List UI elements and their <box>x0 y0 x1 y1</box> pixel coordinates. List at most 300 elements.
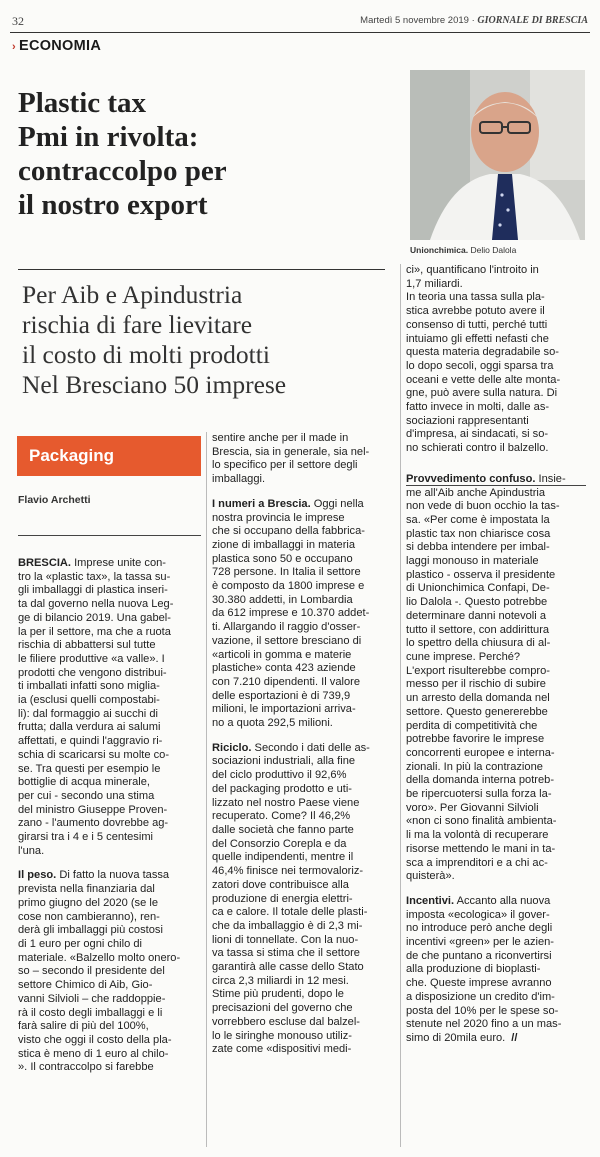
article-line <box>18 680 203 694</box>
article-line <box>406 624 591 638</box>
article-line <box>406 569 591 583</box>
line-text: ci», quantificano l'introito in <box>406 264 539 276</box>
line-text: L'export risulterebbe compro- <box>406 664 550 677</box>
article-line <box>406 963 591 977</box>
line-text: consenso di tutti, perché tutti <box>406 318 548 331</box>
article-line <box>212 594 397 608</box>
article-line <box>18 804 203 818</box>
paragraph-gap <box>18 858 203 869</box>
article-line <box>18 749 203 763</box>
article-line <box>212 934 397 948</box>
line-text: plastiche» conta 423 aziende <box>212 662 356 675</box>
line-text: concorrenti europee e interna- <box>406 746 555 759</box>
line-text: con 7.210 dipendenti. Il valore <box>212 675 361 688</box>
line-text: visto che oggi il costo della pla- <box>18 1033 172 1046</box>
article-line <box>212 920 397 934</box>
article-line <box>212 553 397 567</box>
line-text: d'impresa, ai sindacati, si so- <box>406 428 549 441</box>
article-line <box>406 500 591 514</box>
article-line <box>212 755 397 769</box>
newspaper-name: GIORNALE DI BRESCIA <box>477 15 588 26</box>
article-line <box>406 692 591 706</box>
article-paragraph <box>406 291 591 455</box>
line-text: Accanto alla nuova <box>454 894 551 907</box>
article-line <box>406 747 591 761</box>
line-text: zate come «dispositivi medi- <box>212 1043 352 1056</box>
article-line <box>18 708 203 722</box>
line-text: stica è meno di 1 euro al chilo- <box>18 1047 169 1060</box>
line-text: gne, può avere sulla natura. Di <box>406 387 558 400</box>
article-line <box>406 991 591 1005</box>
line-text: Oggi nella <box>310 497 364 510</box>
line-text: «articoli in gomma e materie <box>212 648 352 661</box>
line-text: Di fatto la nuova tassa <box>56 869 170 882</box>
line-text: prevista nella finanziaria dal <box>18 883 155 896</box>
line-text: be ripercuotersi sulla forza la- <box>406 788 552 801</box>
line-text: cune imprese. Perché? <box>406 650 521 663</box>
line-text: Insie- <box>535 472 566 485</box>
article-line <box>212 975 397 989</box>
article-line <box>18 897 203 911</box>
article-line <box>406 870 591 884</box>
line-text: lo dopo secoli, oggi sparsa tra <box>406 359 554 372</box>
line-text: lizzato nel nostro Paese viene <box>212 796 360 809</box>
paragraph-lead: BRESCIA. <box>18 557 72 569</box>
caption-name: Delio Dalola <box>470 245 517 255</box>
article-line <box>212 851 397 865</box>
line-text: 46,4% finisce nei termovaloriz- <box>212 865 364 878</box>
line-text: vanni Silvioli – che raddoppie- <box>18 992 166 1005</box>
line-text: so – secondo il presidente del <box>18 965 165 978</box>
line-text: perdita di competitività che <box>406 719 538 732</box>
line-text: produzione di energia elettri- <box>212 892 353 905</box>
line-text: lo le siringhe monouso utiliz- <box>212 1029 352 1042</box>
line-text: Secondo i dati delle as- <box>251 741 370 754</box>
article-line <box>18 735 203 749</box>
line-text: sociazioni industriali, alla fine <box>212 755 356 768</box>
line-text: no schierati contro il balzello. <box>406 442 549 455</box>
article-line <box>212 1016 397 1030</box>
line-text: milioni, le importazioni arriva- <box>212 703 356 716</box>
line-text: primo giugno del 2020 (se le <box>18 896 158 909</box>
article-line <box>212 838 397 852</box>
line-text: derà gli imballaggi più costosi <box>18 924 163 937</box>
paragraph-gap <box>212 731 397 742</box>
end-mark: // <box>511 1031 518 1044</box>
line-text: stica avrebbe potuto avere il <box>406 305 545 318</box>
article-line <box>212 769 397 783</box>
line-text: girarsi tra i 4 e i 5 centesimi <box>18 831 154 844</box>
article-paragraph <box>406 264 591 291</box>
line-text: 1,7 miliardi. <box>406 277 463 290</box>
article-line <box>406 541 591 555</box>
paragraph-lead: Incentivi. <box>406 894 455 907</box>
article-line <box>406 950 591 964</box>
article-line <box>406 291 591 305</box>
line-text: farà salire di più del 100%, <box>18 1020 149 1033</box>
article-line <box>18 979 203 993</box>
line-text: l'una. <box>18 844 45 857</box>
subheadline-line: il costo di molti prodotti <box>22 340 270 369</box>
article-line <box>18 790 203 804</box>
article-line <box>406 706 591 720</box>
article-paragraph <box>406 473 591 884</box>
article-line <box>406 761 591 775</box>
portrait-photo <box>410 70 585 240</box>
byline-rule <box>18 535 201 536</box>
line-text: materiale. «Balzello molto onero- <box>18 951 181 964</box>
line-text: plastic tax non chiarisce cosa <box>406 527 551 540</box>
line-text: se. Tra questi per esempio le <box>18 762 161 775</box>
line-text: sca a imprenditori e a chi ac- <box>406 856 548 869</box>
article-line <box>18 721 203 735</box>
article-line <box>406 319 591 333</box>
article-line <box>212 690 397 704</box>
article-column-2 <box>212 432 397 1057</box>
line-text: simo di 20mila euro. <box>406 1031 506 1044</box>
article-line <box>406 637 591 651</box>
line-text: laggi monouso in materiale <box>406 555 539 568</box>
article-paragraph <box>18 869 203 1075</box>
article-line <box>406 428 591 442</box>
article-line <box>212 539 397 553</box>
line-text: garantirà alle casse dello Stato <box>212 961 364 974</box>
line-text: che da imballaggio è di 2,3 mi- <box>212 919 363 932</box>
line-text: rà il costo degli imballaggi e li <box>18 1006 163 1019</box>
line-text: sociazioni rappresentanti <box>406 414 529 427</box>
line-text: settore. Questo genererebbe <box>406 705 548 718</box>
article-line <box>212 879 397 893</box>
article-line <box>212 1043 397 1057</box>
line-text: Stime più prudenti, dopo le <box>212 988 344 1001</box>
article-line <box>212 649 397 663</box>
article-line <box>406 401 591 415</box>
article-line <box>18 911 203 925</box>
article-line <box>406 802 591 816</box>
article-line <box>18 993 203 1007</box>
paragraph-lead: I numeri a Brescia. <box>212 497 311 510</box>
paragraph-gap <box>406 456 591 467</box>
article-line <box>406 895 591 909</box>
article-line <box>212 783 397 797</box>
article-line <box>212 498 397 512</box>
line-text: 728 persone. In Italia il settore <box>212 566 361 579</box>
line-text: zionali. In più la contrazione <box>406 760 543 773</box>
line-text: della domanda interna potreb- <box>406 774 555 787</box>
article-line <box>18 883 203 897</box>
portrait-illustration <box>410 70 585 240</box>
article-line <box>212 717 397 731</box>
article-line <box>406 1018 591 1032</box>
line-text: no a quota 292,5 milioni. <box>212 717 333 730</box>
article-line <box>406 815 591 829</box>
line-text: è composto da 1800 imprese e <box>212 580 365 593</box>
line-text: la per il settore, ma che a ruota <box>18 625 171 638</box>
article-line <box>212 662 397 676</box>
article-line <box>406 473 591 487</box>
line-text: per cui - secondo una stima <box>18 789 155 802</box>
line-text: gli imballaggi di plastica inseri- <box>18 584 168 597</box>
article-line <box>18 869 203 883</box>
article-line <box>18 694 203 708</box>
article-line <box>18 571 203 585</box>
headline-rule <box>18 269 385 270</box>
line-text: sa. «Per come è impostata la <box>406 513 550 526</box>
article-line <box>212 446 397 460</box>
issue-date: Martedì 5 novembre 2019 <box>360 15 469 26</box>
line-text: del ciclo produttivo il 92,6% <box>212 769 347 782</box>
paragraph-lead: Provvedimento confuso. <box>406 472 536 485</box>
article-column-3 <box>406 264 591 1046</box>
article-line <box>406 857 591 871</box>
line-text: Brescia, sia in generale, sia nel- <box>212 445 370 458</box>
article-line <box>212 947 397 961</box>
article-line <box>212 566 397 580</box>
line-text: lioni di tonnellate. Con la nuo- <box>212 933 359 946</box>
article-line <box>18 653 203 667</box>
article-line <box>406 415 591 429</box>
headline-line: contraccolpo per <box>18 155 227 187</box>
line-text: stenute nel 2020 fino a un mas- <box>406 1018 562 1031</box>
subheadline <box>22 280 394 400</box>
article-line <box>406 264 591 278</box>
article-line <box>406 651 591 665</box>
header-date: Martedì 5 novembre 2019 · GIORNALE DI BRESCIA <box>360 15 588 26</box>
line-text: del packaging prodotto e uti- <box>212 782 352 795</box>
article-line <box>406 1005 591 1019</box>
line-text: ti imballati infatti sono miglia- <box>18 680 160 693</box>
article-line <box>406 374 591 388</box>
paragraph-gap <box>212 487 397 498</box>
article-line <box>406 936 591 950</box>
article-line <box>18 612 203 626</box>
article-line <box>406 305 591 319</box>
line-text: me all'Aib anche Apindustria <box>406 486 546 499</box>
line-text: del Consorzio Corepla e da <box>212 837 347 850</box>
line-text: dalle società che fanno parte <box>212 823 354 836</box>
article-line <box>406 720 591 734</box>
line-text: plastica sono 50 e occupano <box>212 552 353 565</box>
line-text: tutto il settore, con addirittura <box>406 623 550 636</box>
article-line <box>406 387 591 401</box>
article-line <box>212 473 397 487</box>
line-text: ta dal governo nella nuova Leg- <box>18 598 174 611</box>
article-line <box>212 810 397 824</box>
article-line <box>406 733 591 747</box>
article-paragraph <box>18 557 203 858</box>
line-text: recuperato. Come? Il 46,2% <box>212 810 351 823</box>
article-line <box>406 788 591 802</box>
author-byline: Flavio Archetti <box>18 494 91 506</box>
article-line <box>406 555 591 569</box>
article-line <box>212 824 397 838</box>
article-line <box>212 865 397 879</box>
headline-line: Pmi in rivolta: <box>18 121 199 153</box>
line-text: In teoria una tassa sulla pla- <box>406 291 545 304</box>
chevron-right-icon: › <box>12 41 16 53</box>
line-text: li): dal formaggio ai succhi di <box>18 707 158 720</box>
article-line <box>18 1034 203 1048</box>
line-text: plastico - osserva il presidente <box>406 568 556 581</box>
line-text: tro la «plastic tax», la tassa su- <box>18 570 171 583</box>
line-text: imposta «ecologica» il gover- <box>406 908 550 921</box>
line-text: da 612 imprese e 10.370 addet- <box>212 607 370 620</box>
line-text: quelle indipendenti, mentre il <box>212 851 354 864</box>
article-paragraph <box>212 498 397 731</box>
article-line <box>212 432 397 446</box>
article-line <box>406 528 591 542</box>
line-text: imballaggi. <box>212 473 266 486</box>
line-text: rischia di abbattersi sul tutte <box>18 639 156 652</box>
line-text: un arresto della domanda nel <box>406 692 550 705</box>
paragraph-gap <box>406 884 591 895</box>
line-text: nostra provincia le imprese <box>212 511 345 524</box>
article-line <box>18 667 203 681</box>
article-line <box>18 952 203 966</box>
header-rule <box>10 32 590 33</box>
line-text: potrebbe favorire le imprese <box>406 733 545 746</box>
article-line <box>212 580 397 594</box>
paragraph-lead: Riciclo. <box>212 741 252 754</box>
line-text: ». Il contraccolpo si farebbe <box>18 1061 154 1074</box>
line-text: de che puntano a riconvertirsi <box>406 949 552 962</box>
article-line <box>212 893 397 907</box>
article-line <box>406 774 591 788</box>
line-text: le filiere produttive «a valle». I <box>18 652 165 665</box>
line-text: schia di scaricarsi su molte co- <box>18 748 170 761</box>
article-line <box>212 703 397 717</box>
line-text: di Unionchimica Confapi, De- <box>406 582 550 595</box>
article-line <box>18 763 203 777</box>
article-line <box>212 906 397 920</box>
line-text: messo per il rischio di subire <box>406 678 546 691</box>
line-text: precisazioni del governo che <box>212 1002 353 1015</box>
article-line <box>18 639 203 653</box>
line-text: sentire anche per il made in <box>212 432 349 444</box>
article-line <box>18 831 203 845</box>
headline-line: il nostro export <box>18 189 208 221</box>
line-text: questa materia degradabile so- <box>406 346 559 359</box>
article-line <box>212 525 397 539</box>
article-line <box>18 1007 203 1021</box>
article-line <box>406 610 591 624</box>
line-text: settore Chimico di Aib, Gio- <box>18 979 153 992</box>
photo-caption <box>410 245 516 255</box>
article-line <box>18 776 203 790</box>
packaging-banner: Packaging <box>17 436 201 476</box>
article-line <box>406 596 591 610</box>
subheadline-line: Nel Bresciano 50 imprese <box>22 370 287 399</box>
column-divider <box>400 264 401 1147</box>
line-text: lo spettro della chiusura di al- <box>406 637 551 650</box>
article-line <box>406 665 591 679</box>
article-line <box>406 346 591 360</box>
line-text: ge di bilancio 2019. Una gabel- <box>18 611 171 624</box>
column-divider <box>206 432 207 1147</box>
article-line <box>18 584 203 598</box>
article-line <box>212 621 397 635</box>
line-text: circa 2,3 miliardi in 12 mesi. <box>212 974 349 987</box>
article-line <box>406 514 591 528</box>
article-line <box>18 557 203 571</box>
article-line <box>18 598 203 612</box>
line-text: va tassa si stima che il settore <box>212 947 360 960</box>
line-text: quisterà». <box>406 870 455 883</box>
line-text: fatto invece in molti, dalle as- <box>406 401 550 414</box>
line-text: zatori dove contribuisce alla <box>212 878 349 891</box>
article-paragraph <box>406 895 591 1046</box>
article-paragraph <box>212 432 397 487</box>
article-line <box>18 924 203 938</box>
article-line <box>406 582 591 596</box>
article-line <box>212 459 397 473</box>
article-line <box>212 607 397 621</box>
line-text: ia (esclusi quelli compostabi- <box>18 694 160 707</box>
line-text: zano - l'aumento dovrebbe ag- <box>18 817 169 830</box>
line-text: no introduce però anche degli <box>406 922 553 935</box>
line-text: a disposizione un credito d'im- <box>406 990 555 1003</box>
line-text: lio Dalola -. Questo potrebbe <box>406 596 548 609</box>
line-text: intuiamo gli effetti nefasti che <box>406 332 549 345</box>
caption-org: Unionchimica. <box>410 245 469 255</box>
line-text: «non ci sono finalità ambienta- <box>406 815 557 828</box>
article-line <box>18 965 203 979</box>
article-line <box>406 977 591 991</box>
article-column-1 <box>18 557 203 1075</box>
article-line <box>406 829 591 843</box>
article-line <box>406 278 591 292</box>
line-text: cose non cambieranno), ren- <box>18 910 160 923</box>
line-text: alla produzione di bioplasti- <box>406 963 541 976</box>
paragraph-lead: Il peso. <box>18 869 57 882</box>
section-label[interactable] <box>12 38 101 54</box>
article-line <box>18 1020 203 1034</box>
article-line <box>406 442 591 456</box>
subheadline-line: rischia di fare lievitare <box>22 310 253 339</box>
article-line <box>18 626 203 640</box>
headline-line: Plastic tax <box>18 87 147 119</box>
article-line <box>212 635 397 649</box>
article-line <box>212 797 397 811</box>
line-text: ca e calore. Il totale delle plasti- <box>212 906 368 919</box>
section-name: ECONOMIA <box>18 38 102 54</box>
line-text: del ministro Giuseppe Proven- <box>18 803 168 816</box>
line-text: non vede di buon occhio la tas- <box>406 500 560 513</box>
line-text: delle esportazioni è di 739,9 <box>212 689 351 702</box>
line-text: zione di imballaggi in materia <box>212 538 356 551</box>
article-line <box>212 961 397 975</box>
article-line <box>18 817 203 831</box>
headline <box>18 86 388 222</box>
article-line <box>212 988 397 1002</box>
line-text: lo specifico per il settore degli <box>212 459 358 472</box>
page-number: 32 <box>12 14 24 28</box>
article-line <box>406 1032 591 1046</box>
line-text: determinare danni notevoli a <box>406 609 546 622</box>
article-line <box>18 1061 203 1075</box>
article-line <box>212 512 397 526</box>
line-text: ti. Allargando il raggio d'osser- <box>212 621 361 634</box>
article-paragraph <box>212 742 397 1057</box>
line-text: frutta; dalla verdura ai salumi <box>18 721 161 734</box>
article-line <box>212 742 397 756</box>
article-line <box>212 1002 397 1016</box>
line-text: 30.380 addetti, in Lombardia <box>212 593 353 606</box>
article-line <box>18 938 203 952</box>
line-text: prodotti che vengono distribui- <box>18 666 167 679</box>
article-line <box>406 360 591 374</box>
article-line <box>18 845 203 859</box>
